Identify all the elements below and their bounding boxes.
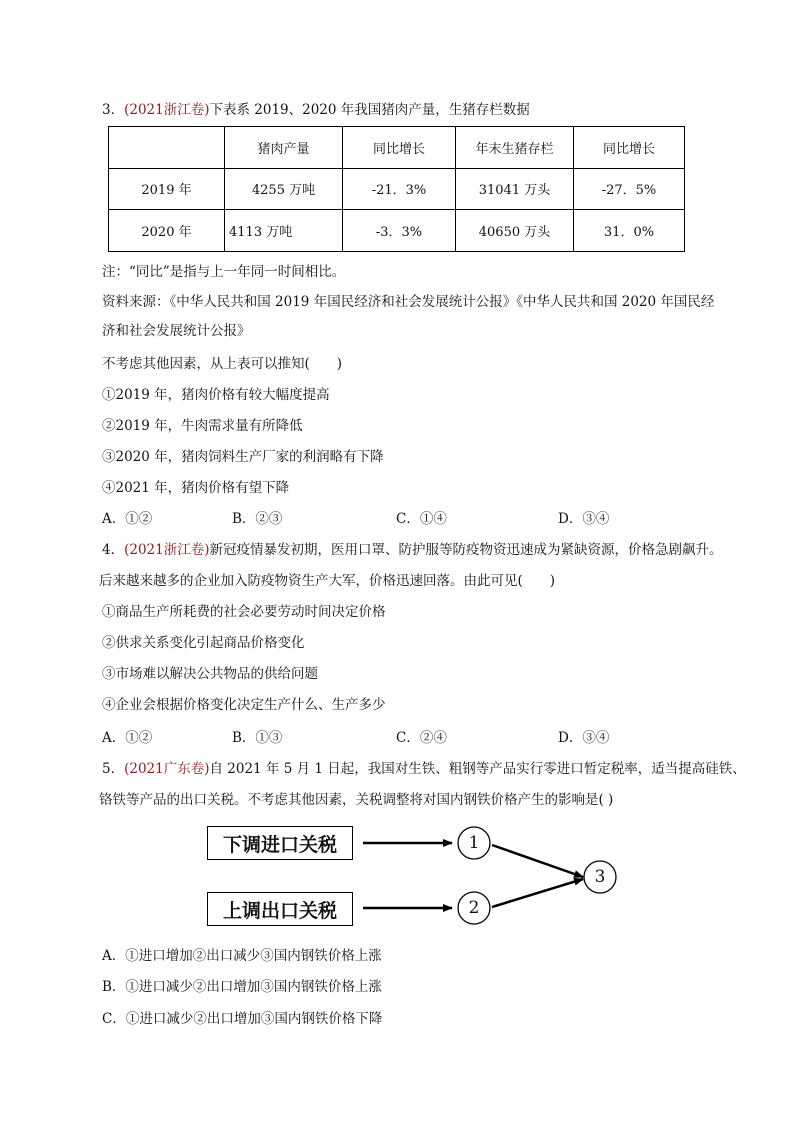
box-lower-import-tariff: 下调进口关税 bbox=[207, 826, 353, 860]
table-cell: 4255 万吨 bbox=[225, 168, 343, 210]
q5-option-c[interactable]: C．①进口减少②出口增加③国内钢铁价格下降 bbox=[102, 1011, 383, 1027]
table-cell: 31．0% bbox=[574, 210, 685, 252]
q5-option-a[interactable]: A．①进口增加②出口减少③国内钢铁价格上涨 bbox=[102, 948, 382, 964]
table-header-cell: 同比增长 bbox=[574, 127, 685, 169]
arrow-2-to-3 bbox=[492, 879, 583, 907]
q5-source: (2021广东卷) bbox=[124, 761, 210, 777]
q4-item: ④企业会根据价格变化决定生产什么、生产多少 bbox=[102, 697, 386, 713]
q4-option-c[interactable]: C．②④ bbox=[396, 730, 447, 746]
q3-stem-text: 下表系 2019、2020 年我国猪肉产量，生猪存栏数据 bbox=[209, 102, 530, 118]
table-cell: -27．5% bbox=[574, 168, 685, 210]
table-cell: -21．3% bbox=[343, 168, 456, 210]
table-cell: 2019 年 bbox=[109, 168, 225, 210]
q3-item: ③2020 年，猪肉饲料生产厂家的利润略有下降 bbox=[102, 449, 384, 465]
q3-question: 不考虑其他因素，从上表可以推知( ) bbox=[102, 356, 343, 372]
q3-source: (2021浙江卷) bbox=[124, 102, 210, 118]
table-header-cell: 同比增长 bbox=[343, 127, 456, 169]
circle-1-label: 1 bbox=[468, 833, 480, 853]
box-raise-export-tariff: 上调出口关税 bbox=[207, 892, 353, 926]
q4-number: 4． bbox=[102, 542, 125, 558]
table-cell: -3．3% bbox=[343, 210, 456, 252]
q5-option-b[interactable]: B．①进口减少②出口增加③国内钢铁价格上涨 bbox=[102, 979, 382, 995]
q3-option-d[interactable]: D．③④ bbox=[558, 511, 610, 527]
q4-source: (2021浙江卷) bbox=[124, 542, 210, 558]
q4-item: ③市场难以解决公共物品的供给问题 bbox=[102, 666, 318, 682]
table-cell: 2020 年 bbox=[109, 210, 225, 252]
table-header-cell: 年末生猪存栏 bbox=[456, 127, 574, 169]
q3-item: ①2019 年，猪肉价格有较大幅度提高 bbox=[102, 387, 330, 403]
q4-stem-text: 新冠疫情暴发初期，医用口罩、防护服等防疫物资迅速成为紧缺资源，价格急剧飙升。 bbox=[209, 542, 723, 558]
q3-option-c[interactable]: C．①④ bbox=[396, 511, 447, 527]
q3-option-b[interactable]: B．②③ bbox=[232, 511, 283, 527]
table-cell: 4113 万吨 bbox=[225, 210, 343, 252]
q3-item: ②2019 年，牛肉需求量有所降低 bbox=[102, 418, 303, 434]
table-header-cell: 猪肉产量 bbox=[225, 127, 343, 169]
q4-item: ①商品生产所耗费的社会必要劳动时间决定价格 bbox=[102, 604, 386, 620]
q5-stem-line-2: 铬铁等产品的出口关税。不考虑其他因素，关税调整将对国内钢铁价格产生的影响是( ) bbox=[99, 792, 614, 808]
q4-option-a[interactable]: A．①② bbox=[102, 730, 153, 746]
q4-stem-line-2: 后来越来越多的企业加入防疫物资生产大军，价格迅速回落。由此可见( ) bbox=[99, 573, 556, 589]
q3-number: 3． bbox=[102, 102, 125, 118]
q5-number: 5． bbox=[102, 761, 125, 777]
q3-note: 注：“同比”是指与上一年同一时间相比。 bbox=[102, 264, 346, 280]
q3-item: ④2021 年，猪肉价格有望下降 bbox=[102, 480, 290, 496]
q3-source-line-1: 资料来源：《中华人民共和国 2019 年国民经济和社会发展统计公报》《中华人民共和国 2020 年国民经 bbox=[102, 294, 715, 310]
q3-source-line-2: 济和社会发展统计公报》 bbox=[102, 323, 251, 339]
q4-option-b[interactable]: B．①③ bbox=[232, 730, 283, 746]
arrow-1-to-3 bbox=[492, 845, 583, 877]
q4-option-d[interactable]: D．③④ bbox=[558, 730, 610, 746]
table-cell: 40650 万头 bbox=[456, 210, 574, 252]
q3-option-a[interactable]: A．①② bbox=[102, 511, 153, 527]
q4-item: ②供求关系变化引起商品价格变化 bbox=[102, 635, 305, 651]
circle-3-label: 3 bbox=[594, 867, 606, 887]
q5-stem-text: 自 2021 年 5 月 1 日起，我国对生铁、粗钢等产品实行零进口暂定税率，适当提高硅铁、 bbox=[209, 761, 746, 777]
circle-2-label: 2 bbox=[468, 898, 480, 918]
table-cell: 31041 万头 bbox=[456, 168, 574, 210]
